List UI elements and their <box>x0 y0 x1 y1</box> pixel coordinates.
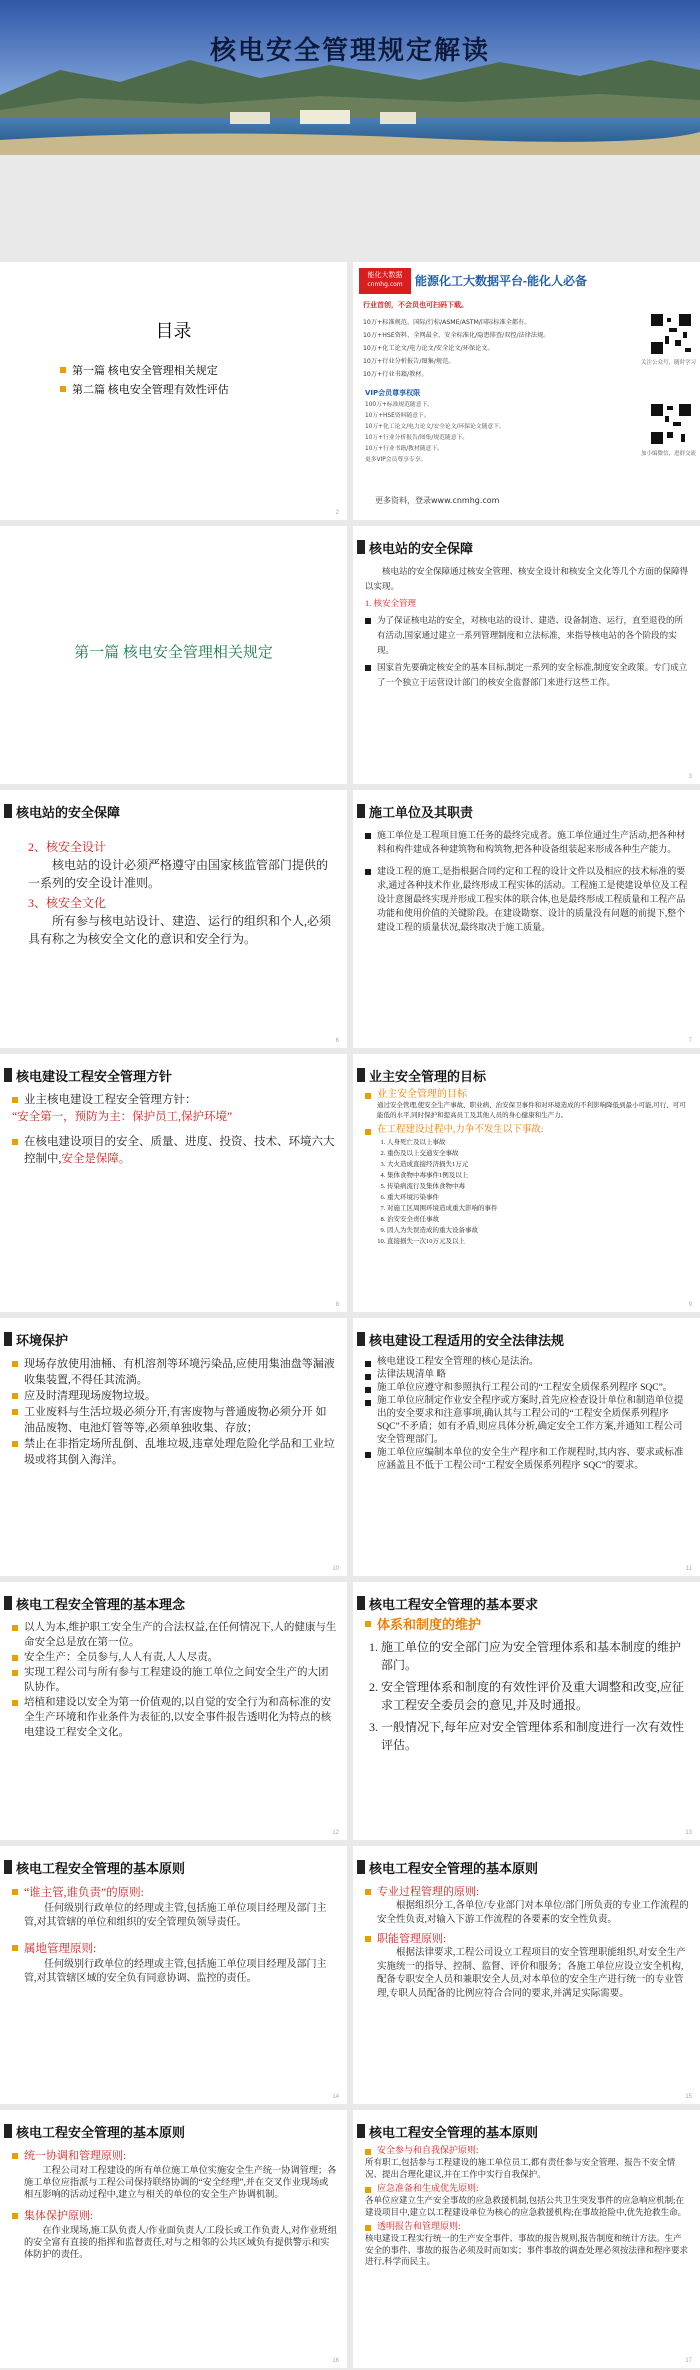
bullet: 安全生产：全员参与,人人有责,人人尽责。 <box>12 1650 337 1665</box>
page-number: 11 <box>685 1566 692 1572</box>
heading: 1. 核安全管理 <box>365 598 417 608</box>
heading: 透明报告和管理原则: <box>365 2220 690 2233</box>
heading: 统一协调和管理原则: <box>12 2148 337 2164</box>
ad-line: 10万+标准规范、国际/行标/ASME/ASTM/国际标准全都有。 <box>363 319 531 326</box>
qr-caption: 关注公众号，随时学习 <box>641 360 697 366</box>
qr-code-icon <box>649 312 693 356</box>
heading: 属地管理原则: <box>12 1940 337 1958</box>
page-number: 6 <box>335 1038 339 1044</box>
ad-line: 10万+HSE资料、全网最全、安全标准化/隐患排查/双控/法律法规。 <box>363 332 550 339</box>
slide-title: 核电工程安全管理的基本原则 <box>16 1861 186 1876</box>
page-number: 12 <box>332 1830 339 1836</box>
bullet: 禁止在非指定场所乱倒、乱堆垃圾,违章处理危险化学品和工业垃圾或将其倒入海洋。 <box>12 1436 337 1468</box>
paragraph: 所有职工,包括参与工程建设的施工单位员工,都有责任参与安全管理、报告不安全情况、提出合理化建议,并在工作中实行自我保护。 <box>365 2157 676 2179</box>
ad-slide <box>353 262 700 520</box>
slide-title: 核电工程安全管理的基本原则 <box>16 2125 186 2140</box>
slide-title: 核电工程安全管理的基本原则 <box>369 1861 539 1876</box>
paragraph: 工程公司对工程建设的所有单位施工单位实施安全生产统一协调管理；各施工单位应指派与工程公司保持联络协调的“安全经理”,并在交叉作业现场或相互影响的活动过程中,建立与相关的单位的安全生产协调机制。 <box>24 2165 337 2199</box>
list-item: 2. 重伤及以上交通安全事故 <box>387 1148 690 1159</box>
slide-contractor-duties <box>353 790 700 1048</box>
list-item: 2. 安全管理体系和制度的有效性评价及重大调整和改变,应征求工程安全委员会的意见,并及时通报。 <box>381 1678 690 1714</box>
page-number: 15 <box>685 2094 692 2100</box>
slide-title: 核电建设工程安全管理方针 <box>16 1069 173 1084</box>
list-item: 4. 集体食物中毒事件1例及以上 <box>387 1170 690 1181</box>
bullet: 应及时清理现场废物垃圾。 <box>12 1388 337 1404</box>
heading: 集体保护原则: <box>12 2208 337 2224</box>
ad-footer[interactable]: 更多资料，登录www.cnmhg.com <box>375 496 500 505</box>
vip-line: 10万+行业书籍/教材随意下。 <box>365 446 443 452</box>
qr-caption: 加小编微信，进群交流 <box>641 451 697 457</box>
bullet: 核电建设工程安全管理的核心是法治。 <box>365 1356 690 1369</box>
ad-line: 10万+化工论文/电力论文/安全论文/环保论文。 <box>363 345 494 352</box>
bullet: 施工单位应编制本单位的安全生产程序和工作规程时,其内容、要求或标准应涵盖且不低于工程公司“工程安全质保系列程序 SQC”的要求。 <box>365 1447 690 1473</box>
page-number: 8 <box>335 1302 339 1308</box>
slide-title: 核电站的安全保障 <box>16 805 121 820</box>
page-number: 14 <box>332 2094 339 2100</box>
toc-slide <box>0 262 347 520</box>
paragraph: 根据法律要求,工程公司设立工程项目的安全管理职能组织,对安全生产实施统一的指导、控制、监督、评价和服务；各施工单位应设立安全机构,配备专职安全人员和兼职安全人员,对本单位的安全生产进行统一的专业管理,专职人员配备的比例应符合合同的要求,并满足实际需要。 <box>377 1948 686 1999</box>
heading: 应急准备和生成优先原则: <box>365 2182 690 2195</box>
ad-subtitle: 行业首创，不会员也可扫码下载。 <box>363 301 468 309</box>
slide-laws <box>353 1318 700 1576</box>
bullet: 工业废料与生活垃圾必须分开,有害废物与普通废物必须分开 如油品废物、电池灯管等等,必须单独收集、存放； <box>12 1404 337 1436</box>
slide-philosophy <box>0 1582 347 1840</box>
page-number: 10 <box>332 1566 339 1572</box>
bullet: 现场存放使用油桶、有机溶剂等环境污染品,应使用集油盘等漏液收集装置,不得任其流淌。 <box>12 1356 337 1388</box>
ad-banner: 能源化工大数据平台-能化人必备 <box>415 274 587 288</box>
paragraph: 所有参与核电站设计、建造、运行的组织和个人,必须具有称之为核安全文化的意识和安全行为。 <box>28 914 332 946</box>
paragraph: 在作业现场,施工队负责人/作业面负责人/工段长或工作负责人,对作业班组的安全富有直接的指挥和监督责任,对与之相邻的公共区域负有提供警示和实体防护的责任。 <box>24 2225 337 2259</box>
slide-title: 核电工程安全管理的基本原则 <box>369 2125 539 2140</box>
list-item: 6. 重大环境污染事件 <box>387 1192 690 1203</box>
slide-safety-guarantee-2 <box>0 790 347 1048</box>
heading: 3、核安全文化 <box>28 896 107 910</box>
slide-title: 核电工程安全管理的基本理念 <box>16 1597 186 1612</box>
paragraph: 任何级别行政单位的经理或主管,包括施工单位项目经理及部门主管,对其管辖区域的安全负有同意协调、监控的责任。 <box>24 1959 327 1984</box>
slide-title: 核电工程安全管理的基本要求 <box>369 1597 539 1612</box>
bullet: 施工单位是工程项目施工任务的最终完成者。施工单位通过生产活动,把各种材料和构件建成各种建筑物和构筑物,把各种设备组装起来形成各种生产能力。 <box>365 828 690 856</box>
slide-title: 业主安全管理的目标 <box>369 1069 487 1084</box>
cover-slide <box>0 0 700 155</box>
paragraph: 核电站的安全保障通过核安全管理、核安全设计和核安全文化等几个方面的保障得以实现。 <box>365 566 689 591</box>
cover-landscape <box>0 0 700 155</box>
slide-principles-1 <box>0 1846 347 2104</box>
paragraph: 核电站的设计必须严格遵守由国家核监管部门提供的一系列的安全设计准则。 <box>28 858 329 890</box>
section-title-slide <box>0 526 347 784</box>
heading: 专业过程管理的原则: <box>365 1884 690 1900</box>
bullet: 以人为本,维护职工安全生产的合法权益,在任何情况下,人的健康与生命安全总是放在第一位。 <box>12 1620 337 1650</box>
vip-line: 100万+标准规范随意下。 <box>365 402 434 408</box>
vip-line: 10万+行业分析报告/图集/规范随意下。 <box>365 435 469 441</box>
page-number: 13 <box>685 1830 692 1836</box>
bullet: 业主核电建设工程安全管理方针： <box>12 1092 337 1109</box>
heading: 体系和制度的维护 <box>365 1616 690 1634</box>
ad-line: 10万+行业分析报告/图集/规范。 <box>363 358 455 365</box>
page-number: 16 <box>332 2358 339 2364</box>
bullet: 为了保证核电站的安全，对核电站的设计、建造、设备制造、运行，直至退役的所有活动,国家通过建立一系列管理制度和立法标准，来指导核电站的各个阶段的实现。 <box>365 613 690 658</box>
bullet: 培植和建设以安全为第一价值观的,以自觉的安全行为和高标准的安全生产环境和作业条件为表征的,以安全事件报告透明化为特点的核电建设工程安全文化。 <box>12 1695 337 1740</box>
list-item: 3. 大火造成直接经济损失1万元 <box>387 1159 690 1170</box>
heading: 安全参与和自我保护原则: <box>365 2144 690 2157</box>
list-item: 5. 传染病流行及集体食物中毒 <box>387 1181 690 1192</box>
vip-title: VIP会员尊享权限 <box>365 389 421 397</box>
slide-safety-guarantee <box>353 526 700 784</box>
heading: “谁主管,谁负责”的原则: <box>12 1884 337 1902</box>
vip-line: 更多VIP会员尊享专享。 <box>365 457 427 463</box>
heading: 2、核安全设计 <box>28 840 107 854</box>
list-item: 1. 施工单位的安全部门应为安全管理体系和基本制度的维护部门。 <box>381 1638 690 1674</box>
paragraph: 各单位应建立生产安全事故的应急救援机制,包括公共卫生突发事件的应急响应机制;在建设项目中,建立以工程建设单位为核心的应急救援机构;在事故抢险中,优先抢救生命。 <box>365 2195 687 2217</box>
toc-item[interactable]: 第一篇 核电安全管理相关规定 <box>60 362 229 381</box>
paragraph: 根据组织分工,各单位/专业部门对本单位/部门所负责的专业工作流程的安全性负责,对输入下游工作流程的各要素的安全性负责。 <box>377 1901 689 1925</box>
slide-safety-policy <box>0 1054 347 1312</box>
list-item: 1. 人身死亡及以上事故 <box>387 1137 690 1148</box>
slide-principles-2 <box>353 1846 700 2104</box>
policy-quote: “安全第一，预防为主：保护员工,保护环境” <box>12 1111 233 1123</box>
slide-title: 环境保护 <box>16 1333 69 1348</box>
bullet: 建设工程的施工,是指根据合同约定和工程的设计文件以及相应的技术标准的要求,通过各种技术作业,最终形成工程实体的活动。工程施工是使建设单位及工程设计意图最终实现并形成工程实体的联合体,也是最终形成工程质量和工程产品功能和使用价值的关键阶段。在建设勘察、设计的质量没有问题的前提下,整个建设工程的质量状况,最终取决于施工质量。 <box>365 864 690 934</box>
slide-environment <box>0 1318 347 1576</box>
toc-item[interactable]: 第二篇 核电安全管理有效性评估 <box>60 381 229 400</box>
bullet: 国家首先要确定核安全的基本目标,制定一系列的安全标准,制度安全政策。专门成立了一个独立于运营设计部门的核安全监督部门来进行这些工作。 <box>365 660 690 690</box>
paragraph: 任何级别行政单位的经理或主管,包括施工单位项目经理及部门主管,对其管辖的单位和组织的安全管理负领导责任。 <box>24 1903 327 1928</box>
bullet: 实现工程公司与所有参与工程建设的施工单位之间安全生产的大团队协作。 <box>12 1665 337 1695</box>
toc-title: 目录 <box>155 321 192 341</box>
qr-code-icon <box>649 402 693 446</box>
page-number: 2 <box>335 510 339 516</box>
cover-title: 核电安全管理规定解读 <box>209 35 490 65</box>
page-number: 7 <box>688 1038 692 1044</box>
list-item: 7. 对施工区周围环境造成重大影响的事件 <box>387 1203 690 1214</box>
slide-principles-4 <box>353 2110 700 2368</box>
ad-line: 10万+行业书籍/教材。 <box>363 371 428 378</box>
slide-principles-3 <box>0 2110 347 2368</box>
vip-line: 10万+HSE资料随意下。 <box>365 413 430 419</box>
slide-requirements <box>353 1582 700 1840</box>
section-title: 第一篇 核电安全管理相关规定 <box>74 645 273 661</box>
heading: 业主安全管理的目标 <box>365 1088 690 1101</box>
bullet: 法律法规清单 略 <box>365 1369 690 1382</box>
paragraph: 核电建设工程实行统一的生产安全事件、事故的报告规则,报告制度和统计方法。生产安全的事件、事故的报告必须及时而如实；事件事故的调查处理必须按法律和程序要求进行,科学而民主。 <box>365 2233 689 2266</box>
slide-title: 核电建设工程适用的安全法律法规 <box>369 1333 565 1348</box>
slide-owner-goals <box>353 1054 700 1312</box>
list-item: 10. 直接损失一次10万元及以上 <box>387 1236 690 1247</box>
list-item: 8. 治安安全责任事故 <box>387 1214 690 1225</box>
slide-title: 核电站的安全保障 <box>369 541 474 556</box>
vip-line: 10万+化工论文/电力论文/安全论文/环保论文随意下。 <box>365 424 505 430</box>
bullet: 在核电建设项目的安全、质量、进度、投资、技术、环境六大控制中,安全是保障。 <box>12 1134 337 1168</box>
heading: 在工程建设过程中,力争不发生以下事故: <box>365 1124 690 1137</box>
page-number: 17 <box>685 2358 692 2364</box>
brand-logo: 能化大数据 cnmhg.com <box>359 268 411 294</box>
bullet: 施工单位应制定作业安全程序或方案时,首先应检查设计单位和制造单位提出的安全要求和注意事项,确认其与工程公司的“工程安全质保系列程序SQC”不矛盾；如有矛盾,则应具体分析,确定安全工作方案,并通知工程公司安全管理部门。 <box>365 1395 690 1447</box>
page-number: 9 <box>688 1302 692 1308</box>
slide-title: 施工单位及其职责 <box>369 805 474 820</box>
bullet: 施工单位应遵守和参照执行工程公司的“工程安全质保系列程序 SQC”。 <box>365 1382 690 1395</box>
list-item: 9. 因人为失误造成的重大设备事故 <box>387 1225 690 1236</box>
heading: 职能管理原则: <box>365 1931 690 1947</box>
page-number: 3 <box>688 774 692 780</box>
list-item: 3. 一般情况下,每年应对安全管理体系和制度进行一次有效性评估。 <box>381 1718 690 1754</box>
paragraph: 通过安全管理,使安全生产事故、职业病、治安保卫事件和对环境造成的不利影响降低到最小可能,可行、可可能低的水平,同时保护和提高员工及其他人员的身心健康和生产力。 <box>377 1102 686 1119</box>
